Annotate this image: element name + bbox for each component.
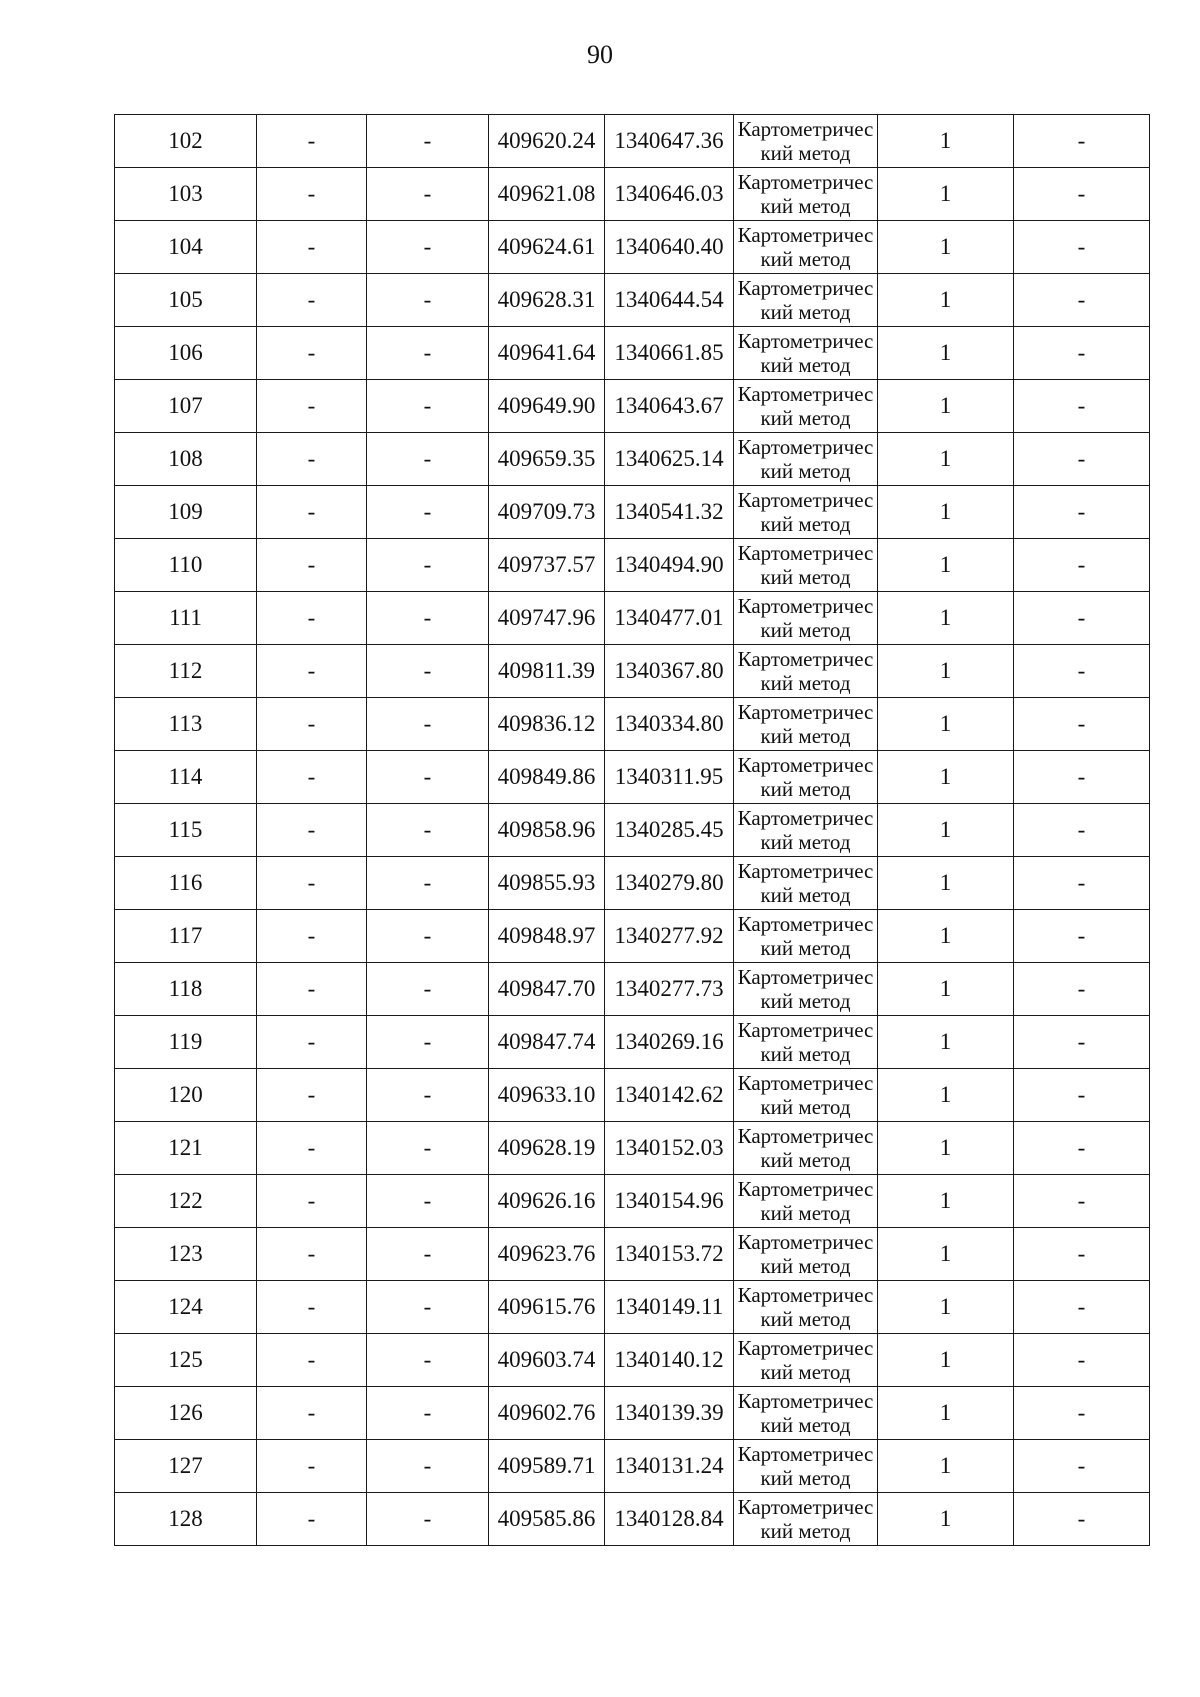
method-cell: Картометрический метод [734, 1281, 878, 1334]
col-8-cell: - [1014, 115, 1150, 168]
point-number-cell: 127 [115, 1440, 257, 1493]
method-cell: Картометрический метод [734, 433, 878, 486]
x-coordinate-cell: 409649.90 [489, 380, 605, 433]
x-coordinate-cell: 409615.76 [489, 1281, 605, 1334]
table-row [115, 645, 1150, 698]
col-2-cell: - [257, 1069, 367, 1122]
method-cell: Картометрический метод [734, 1069, 878, 1122]
table-row [115, 274, 1150, 327]
point-number-cell: 105 [115, 274, 257, 327]
col-8-cell: - [1014, 857, 1150, 910]
x-coordinate-cell: 409747.96 [489, 592, 605, 645]
point-number-cell: 102 [115, 115, 257, 168]
col-7-cell: 1 [878, 327, 1014, 380]
col-8-cell: - [1014, 645, 1150, 698]
x-coordinate-cell: 409626.16 [489, 1175, 605, 1228]
method-cell: Картометрический метод [734, 963, 878, 1016]
col-8-cell: - [1014, 274, 1150, 327]
y-coordinate-cell: 1340640.40 [605, 221, 734, 274]
point-number-cell: 121 [115, 1122, 257, 1175]
col-3-cell: - [367, 592, 489, 645]
col-3-cell: - [367, 1281, 489, 1334]
col-2-cell: - [257, 539, 367, 592]
x-coordinate-cell: 409589.71 [489, 1440, 605, 1493]
y-coordinate-cell: 1340140.12 [605, 1334, 734, 1387]
col-2-cell: - [257, 433, 367, 486]
col-2-cell: - [257, 1493, 367, 1546]
col-8-cell: - [1014, 804, 1150, 857]
point-number-cell: 112 [115, 645, 257, 698]
col-7-cell: 1 [878, 592, 1014, 645]
col-3-cell: - [367, 1387, 489, 1440]
method-cell: Картометрический метод [734, 274, 878, 327]
col-2-cell: - [257, 1334, 367, 1387]
col-8-cell: - [1014, 433, 1150, 486]
y-coordinate-cell: 1340647.36 [605, 115, 734, 168]
col-7-cell: 1 [878, 1175, 1014, 1228]
col-2-cell: - [257, 327, 367, 380]
point-number-cell: 122 [115, 1175, 257, 1228]
col-7-cell: 1 [878, 380, 1014, 433]
col-8-cell: - [1014, 910, 1150, 963]
y-coordinate-cell: 1340277.73 [605, 963, 734, 1016]
method-cell: Картометрический метод [734, 486, 878, 539]
col-2-cell: - [257, 1016, 367, 1069]
col-7-cell: 1 [878, 1122, 1014, 1175]
col-7-cell: 1 [878, 221, 1014, 274]
col-8-cell: - [1014, 1440, 1150, 1493]
col-3-cell: - [367, 910, 489, 963]
page-number: 90 [587, 40, 613, 69]
x-coordinate-cell: 409847.70 [489, 963, 605, 1016]
point-number-cell: 104 [115, 221, 257, 274]
method-cell: Картометрический метод [734, 327, 878, 380]
point-number-cell: 107 [115, 380, 257, 433]
table-row [115, 857, 1150, 910]
col-3-cell: - [367, 698, 489, 751]
method-cell: Картометрический метод [734, 539, 878, 592]
y-coordinate-cell: 1340367.80 [605, 645, 734, 698]
table-row [115, 486, 1150, 539]
y-coordinate-cell: 1340477.01 [605, 592, 734, 645]
col-3-cell: - [367, 486, 489, 539]
point-number-cell: 120 [115, 1069, 257, 1122]
y-coordinate-cell: 1340153.72 [605, 1228, 734, 1281]
col-2-cell: - [257, 592, 367, 645]
method-cell: Картометрический метод [734, 221, 878, 274]
col-2-cell: - [257, 115, 367, 168]
point-number-cell: 108 [115, 433, 257, 486]
col-8-cell: - [1014, 1281, 1150, 1334]
x-coordinate-cell: 409620.24 [489, 115, 605, 168]
table-row [115, 1016, 1150, 1069]
y-coordinate-cell: 1340644.54 [605, 274, 734, 327]
col-2-cell: - [257, 857, 367, 910]
col-3-cell: - [367, 645, 489, 698]
method-cell: Картометрический метод [734, 857, 878, 910]
y-coordinate-cell: 1340277.92 [605, 910, 734, 963]
method-cell: Картометрический метод [734, 1493, 878, 1546]
x-coordinate-cell: 409624.61 [489, 221, 605, 274]
point-number-cell: 103 [115, 168, 257, 221]
x-coordinate-cell: 409633.10 [489, 1069, 605, 1122]
x-coordinate-cell: 409737.57 [489, 539, 605, 592]
point-number-cell: 116 [115, 857, 257, 910]
point-number-cell: 110 [115, 539, 257, 592]
col-8-cell: - [1014, 1016, 1150, 1069]
method-cell: Картометрический метод [734, 645, 878, 698]
y-coordinate-cell: 1340128.84 [605, 1493, 734, 1546]
y-coordinate-cell: 1340131.24 [605, 1440, 734, 1493]
y-coordinate-cell: 1340142.62 [605, 1069, 734, 1122]
col-7-cell: 1 [878, 1228, 1014, 1281]
point-number-cell: 117 [115, 910, 257, 963]
point-number-cell: 115 [115, 804, 257, 857]
col-2-cell: - [257, 645, 367, 698]
table-row [115, 168, 1150, 221]
y-coordinate-cell: 1340311.95 [605, 751, 734, 804]
col-7-cell: 1 [878, 645, 1014, 698]
table-row [115, 1122, 1150, 1175]
table-row [115, 1493, 1150, 1546]
method-cell: Картометрический метод [734, 698, 878, 751]
x-coordinate-cell: 409621.08 [489, 168, 605, 221]
table-row [115, 1069, 1150, 1122]
y-coordinate-cell: 1340541.32 [605, 486, 734, 539]
col-8-cell: - [1014, 221, 1150, 274]
col-3-cell: - [367, 1334, 489, 1387]
col-2-cell: - [257, 1175, 367, 1228]
y-coordinate-cell: 1340661.85 [605, 327, 734, 380]
method-cell: Картометрический метод [734, 910, 878, 963]
col-3-cell: - [367, 115, 489, 168]
point-number-cell: 124 [115, 1281, 257, 1334]
col-8-cell: - [1014, 592, 1150, 645]
col-7-cell: 1 [878, 1334, 1014, 1387]
y-coordinate-cell: 1340625.14 [605, 433, 734, 486]
col-3-cell: - [367, 857, 489, 910]
y-coordinate-cell: 1340494.90 [605, 539, 734, 592]
method-cell: Картометрический метод [734, 592, 878, 645]
x-coordinate-cell: 409855.93 [489, 857, 605, 910]
method-cell: Картометрический метод [734, 804, 878, 857]
y-coordinate-cell: 1340643.67 [605, 380, 734, 433]
col-3-cell: - [367, 539, 489, 592]
col-3-cell: - [367, 274, 489, 327]
point-number-cell: 111 [115, 592, 257, 645]
method-cell: Картометрический метод [734, 1016, 878, 1069]
table-row [115, 1387, 1150, 1440]
x-coordinate-cell: 409585.86 [489, 1493, 605, 1546]
col-7-cell: 1 [878, 804, 1014, 857]
col-2-cell: - [257, 1440, 367, 1493]
col-7-cell: 1 [878, 168, 1014, 221]
x-coordinate-cell: 409602.76 [489, 1387, 605, 1440]
col-3-cell: - [367, 1016, 489, 1069]
method-cell: Картометрический метод [734, 380, 878, 433]
col-8-cell: - [1014, 751, 1150, 804]
col-8-cell: - [1014, 380, 1150, 433]
point-number-cell: 118 [115, 963, 257, 1016]
method-cell: Картометрический метод [734, 1175, 878, 1228]
point-number-cell: 128 [115, 1493, 257, 1546]
col-7-cell: 1 [878, 433, 1014, 486]
col-3-cell: - [367, 963, 489, 1016]
col-2-cell: - [257, 1281, 367, 1334]
col-7-cell: 1 [878, 1440, 1014, 1493]
point-number-cell: 126 [115, 1387, 257, 1440]
col-7-cell: 1 [878, 698, 1014, 751]
col-2-cell: - [257, 1228, 367, 1281]
col-7-cell: 1 [878, 1069, 1014, 1122]
col-3-cell: - [367, 433, 489, 486]
col-8-cell: - [1014, 1122, 1150, 1175]
col-7-cell: 1 [878, 963, 1014, 1016]
table-row [115, 1440, 1150, 1493]
col-3-cell: - [367, 1228, 489, 1281]
y-coordinate-cell: 1340152.03 [605, 1122, 734, 1175]
col-8-cell: - [1014, 1069, 1150, 1122]
table-row [115, 1228, 1150, 1281]
col-2-cell: - [257, 910, 367, 963]
col-8-cell: - [1014, 539, 1150, 592]
col-3-cell: - [367, 1175, 489, 1228]
col-8-cell: - [1014, 1175, 1150, 1228]
col-2-cell: - [257, 380, 367, 433]
x-coordinate-cell: 409641.64 [489, 327, 605, 380]
y-coordinate-cell: 1340646.03 [605, 168, 734, 221]
col-3-cell: - [367, 327, 489, 380]
table-row [115, 751, 1150, 804]
y-coordinate-cell: 1340139.39 [605, 1387, 734, 1440]
method-cell: Картометрический метод [734, 1387, 878, 1440]
table-body [115, 115, 1150, 1546]
method-cell: Картометрический метод [734, 1440, 878, 1493]
col-2-cell: - [257, 221, 367, 274]
col-2-cell: - [257, 1122, 367, 1175]
table-row [115, 804, 1150, 857]
method-cell: Картометрический метод [734, 168, 878, 221]
col-7-cell: 1 [878, 1281, 1014, 1334]
col-8-cell: - [1014, 1334, 1150, 1387]
x-coordinate-cell: 409628.19 [489, 1122, 605, 1175]
x-coordinate-cell: 409836.12 [489, 698, 605, 751]
x-coordinate-cell: 409848.97 [489, 910, 605, 963]
col-3-cell: - [367, 221, 489, 274]
point-number-cell: 106 [115, 327, 257, 380]
x-coordinate-cell: 409811.39 [489, 645, 605, 698]
col-8-cell: - [1014, 327, 1150, 380]
table-row [115, 963, 1150, 1016]
method-cell: Картометрический метод [734, 751, 878, 804]
x-coordinate-cell: 409709.73 [489, 486, 605, 539]
col-2-cell: - [257, 963, 367, 1016]
col-3-cell: - [367, 380, 489, 433]
col-2-cell: - [257, 274, 367, 327]
col-8-cell: - [1014, 1387, 1150, 1440]
col-7-cell: 1 [878, 751, 1014, 804]
point-number-cell: 114 [115, 751, 257, 804]
col-7-cell: 1 [878, 115, 1014, 168]
col-3-cell: - [367, 1122, 489, 1175]
col-2-cell: - [257, 698, 367, 751]
x-coordinate-cell: 409659.35 [489, 433, 605, 486]
x-coordinate-cell: 409623.76 [489, 1228, 605, 1281]
table-row [115, 592, 1150, 645]
col-7-cell: 1 [878, 486, 1014, 539]
x-coordinate-cell: 409847.74 [489, 1016, 605, 1069]
col-8-cell: - [1014, 1228, 1150, 1281]
table-row [115, 1281, 1150, 1334]
y-coordinate-cell: 1340269.16 [605, 1016, 734, 1069]
col-3-cell: - [367, 1440, 489, 1493]
col-2-cell: - [257, 751, 367, 804]
col-3-cell: - [367, 1493, 489, 1546]
col-7-cell: 1 [878, 857, 1014, 910]
col-2-cell: - [257, 1387, 367, 1440]
method-cell: Картометрический метод [734, 1122, 878, 1175]
point-number-cell: 123 [115, 1228, 257, 1281]
col-2-cell: - [257, 804, 367, 857]
method-cell: Картометрический метод [734, 115, 878, 168]
y-coordinate-cell: 1340334.80 [605, 698, 734, 751]
point-number-cell: 119 [115, 1016, 257, 1069]
col-2-cell: - [257, 168, 367, 221]
y-coordinate-cell: 1340285.45 [605, 804, 734, 857]
method-cell: Картометрический метод [734, 1334, 878, 1387]
point-number-cell: 125 [115, 1334, 257, 1387]
table-row [115, 1334, 1150, 1387]
col-7-cell: 1 [878, 539, 1014, 592]
col-8-cell: - [1014, 1493, 1150, 1546]
y-coordinate-cell: 1340279.80 [605, 857, 734, 910]
x-coordinate-cell: 409849.86 [489, 751, 605, 804]
col-8-cell: - [1014, 698, 1150, 751]
point-number-cell: 113 [115, 698, 257, 751]
col-2-cell: - [257, 486, 367, 539]
table-row [115, 1175, 1150, 1228]
col-3-cell: - [367, 751, 489, 804]
coordinates-table [114, 114, 1150, 1546]
col-3-cell: - [367, 1069, 489, 1122]
table-row [115, 698, 1150, 751]
col-7-cell: 1 [878, 1387, 1014, 1440]
method-cell: Картометрический метод [734, 1228, 878, 1281]
x-coordinate-cell: 409628.31 [489, 274, 605, 327]
x-coordinate-cell: 409603.74 [489, 1334, 605, 1387]
col-7-cell: 1 [878, 274, 1014, 327]
col-7-cell: 1 [878, 1493, 1014, 1546]
table-row [115, 221, 1150, 274]
x-coordinate-cell: 409858.96 [489, 804, 605, 857]
col-3-cell: - [367, 168, 489, 221]
y-coordinate-cell: 1340154.96 [605, 1175, 734, 1228]
col-7-cell: 1 [878, 1016, 1014, 1069]
table-row [115, 380, 1150, 433]
table-row [115, 539, 1150, 592]
col-7-cell: 1 [878, 910, 1014, 963]
table-row [115, 115, 1150, 168]
col-8-cell: - [1014, 963, 1150, 1016]
col-3-cell: - [367, 804, 489, 857]
table-row [115, 910, 1150, 963]
table-row [115, 433, 1150, 486]
point-number-cell: 109 [115, 486, 257, 539]
table-row [115, 327, 1150, 380]
col-8-cell: - [1014, 486, 1150, 539]
col-8-cell: - [1014, 168, 1150, 221]
y-coordinate-cell: 1340149.11 [605, 1281, 734, 1334]
